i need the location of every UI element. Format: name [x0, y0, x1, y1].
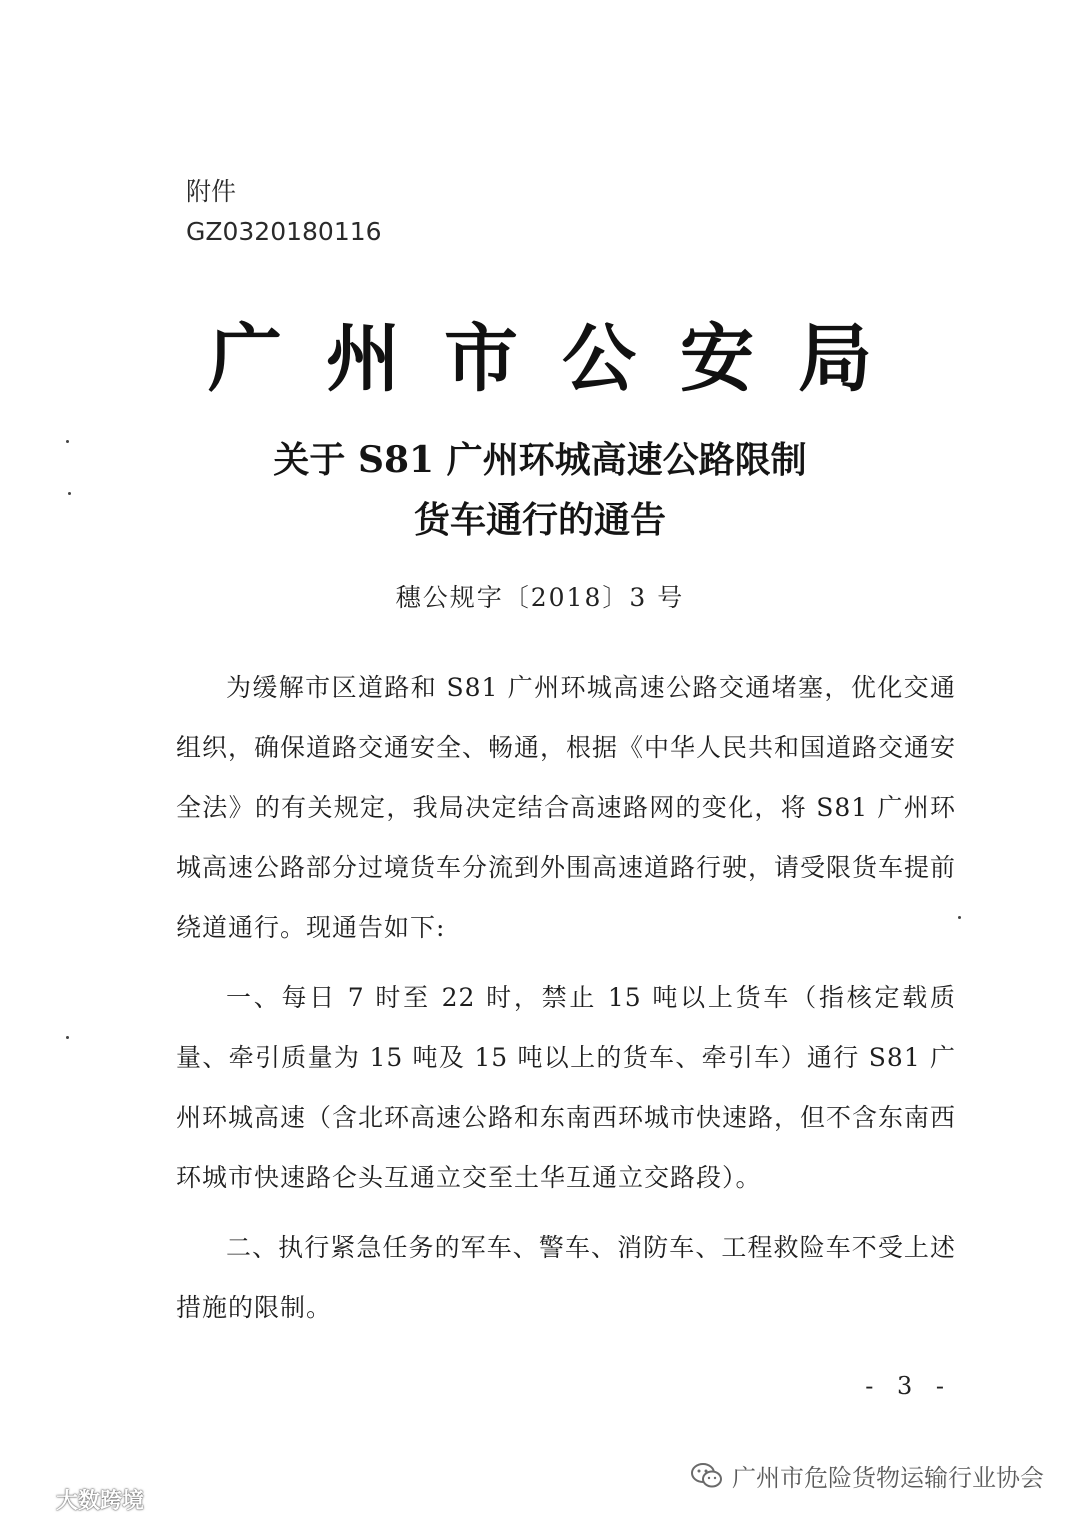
brand-logo-icon: [12, 1488, 52, 1512]
attachment-code: GZ0320180116: [186, 217, 382, 246]
issuing-authority: 广州市公安局: [208, 316, 916, 402]
brand-watermark: [12, 1484, 144, 1515]
document-number: 穗公规字〔2018〕3 号: [395, 583, 685, 612]
paragraph-item-1: 一、每日 7 时至 22 时，禁止 15 吨以上货车（指核定载质量、牵引质量为 15 吨及 15 吨以上的货车、牵引车）通行 S81 广州环城高速（含北环高速公路和东南西环城市快速路，但不含东南西环城市快速路仑头互通立交至土华互通立交路段）。: [176, 983, 957, 1192]
association-watermark: [690, 1458, 1044, 1493]
notice-title-line-2: 货车通行的通告: [413, 499, 666, 541]
page-number: - 3 -: [865, 1372, 952, 1400]
notice-title: [0, 430, 1080, 550]
attachment-header: [186, 172, 382, 252]
paragraph-intro: 为缓解市区道路和 S81 广州环城高速公路交通堵塞，优化交通组织，确保道路交通安全、畅通，根据《中华人民共和国道路交通安全法》的有关规定，我局决定结合高速路网的变化，将 S81 广州环城高速公路部分过境货车分流到外围高速道路行驶，请受限货车提前绕道通行。现通告如下:: [176, 673, 957, 942]
notice-body: [176, 658, 956, 1348]
brand-name: 大数跨境: [56, 1489, 145, 1514]
wechat-icon: [690, 1461, 724, 1491]
notice-title-line-1: 关于 S81 广州环城高速公路限制: [273, 439, 807, 481]
paragraph-item-2: 二、执行紧急任务的军车、警车、消防车、工程救险车不受上述措施的限制。: [176, 1233, 956, 1322]
association-name: 广州市危险货物运输行业协会: [732, 1464, 1044, 1492]
attachment-label: 附件: [186, 177, 237, 206]
